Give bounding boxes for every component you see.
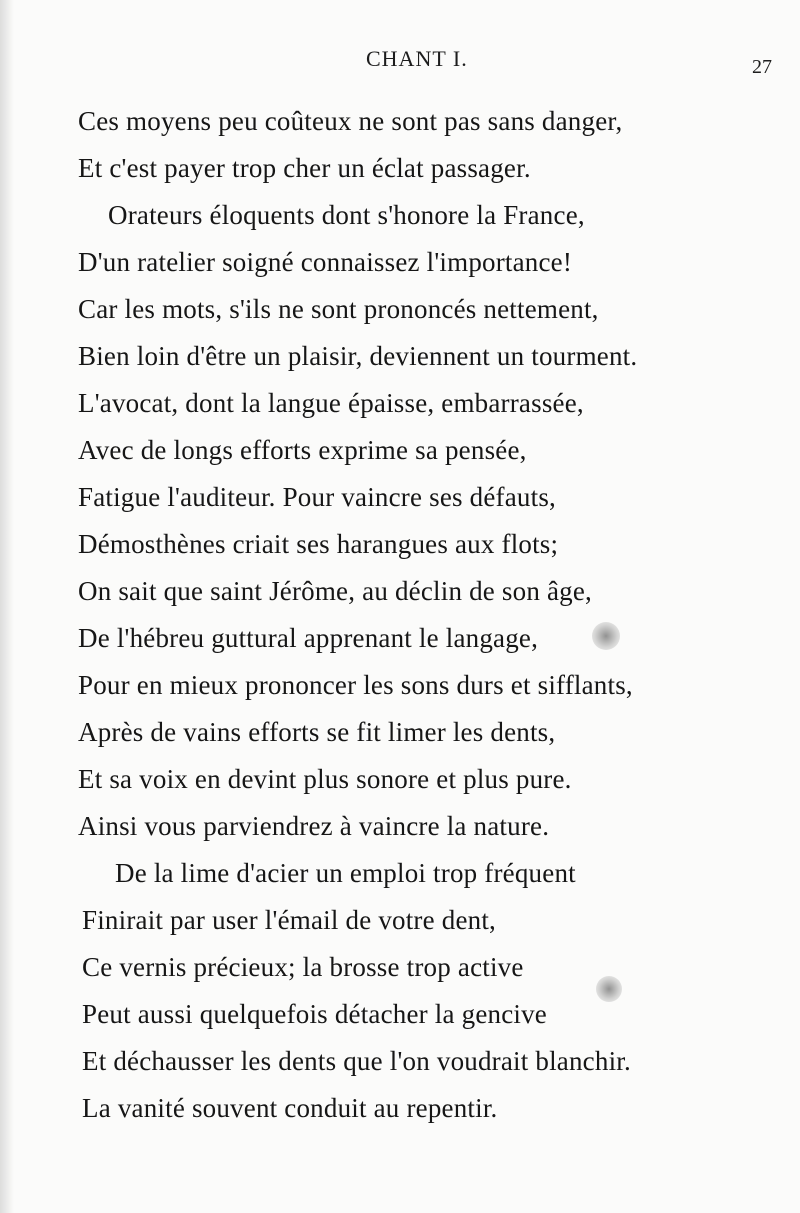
verse-line: Ces moyens peu coûteux ne sont pas sans danger, [78,106,623,136]
verse-line: Orateurs éloquents dont s'honore la France, [108,200,585,230]
verse-line: On sait que saint Jérôme, au déclin de son âge, [78,576,593,606]
verse-line: Et sa voix en devint plus sonore et plus pure. [78,764,572,794]
verse-line: Bien loin d'être un plaisir, deviennent un tourment. [78,341,638,371]
running-title: CHANT I. [366,46,468,71]
verse-line: Avec de longs efforts exprime sa pensée, [78,435,527,465]
binding-shadow [0,0,14,1213]
verse-line: De l'hébreu guttural apprenant le langage, [78,623,539,653]
verse-line: Finirait par user l'émail de votre dent, [82,905,496,935]
verse-line: Démosthènes criait ses harangues aux flots; [78,529,559,559]
verse-line: Ce vernis précieux; la brosse trop active [82,952,524,982]
verse-line: Car les mots, s'ils ne sont prononcés nettement, [78,294,599,324]
page-number: 27 [752,56,772,78]
verse-line: Et c'est payer trop cher un éclat passager. [78,153,531,183]
verse-line: Ainsi vous parviendrez à vaincre la nature. [78,811,550,841]
verse-line: Peut aussi quelquefois détacher la gencive [82,999,547,1029]
verse-line: Fatigue l'auditeur. Pour vaincre ses défauts, [78,482,556,512]
verse-line: De la lime d'acier un emploi trop fréquent [115,858,576,888]
verse-line: Et déchausser les dents que l'on voudrait blanchir. [82,1046,631,1076]
verse-line: L'avocat, dont la langue épaisse, embarrassée, [78,388,584,418]
ink-smudge [596,976,622,1002]
verse-line: D'un ratelier soigné connaissez l'importance! [78,247,573,277]
verse-line: Après de vains efforts se fit limer les dents, [78,717,556,747]
page-header [0,46,800,76]
verse-line: Pour en mieux prononcer les sons durs et sifflants, [78,670,633,700]
ink-smudge [592,622,620,650]
verse-line: La vanité souvent conduit au repentir. [82,1093,498,1123]
